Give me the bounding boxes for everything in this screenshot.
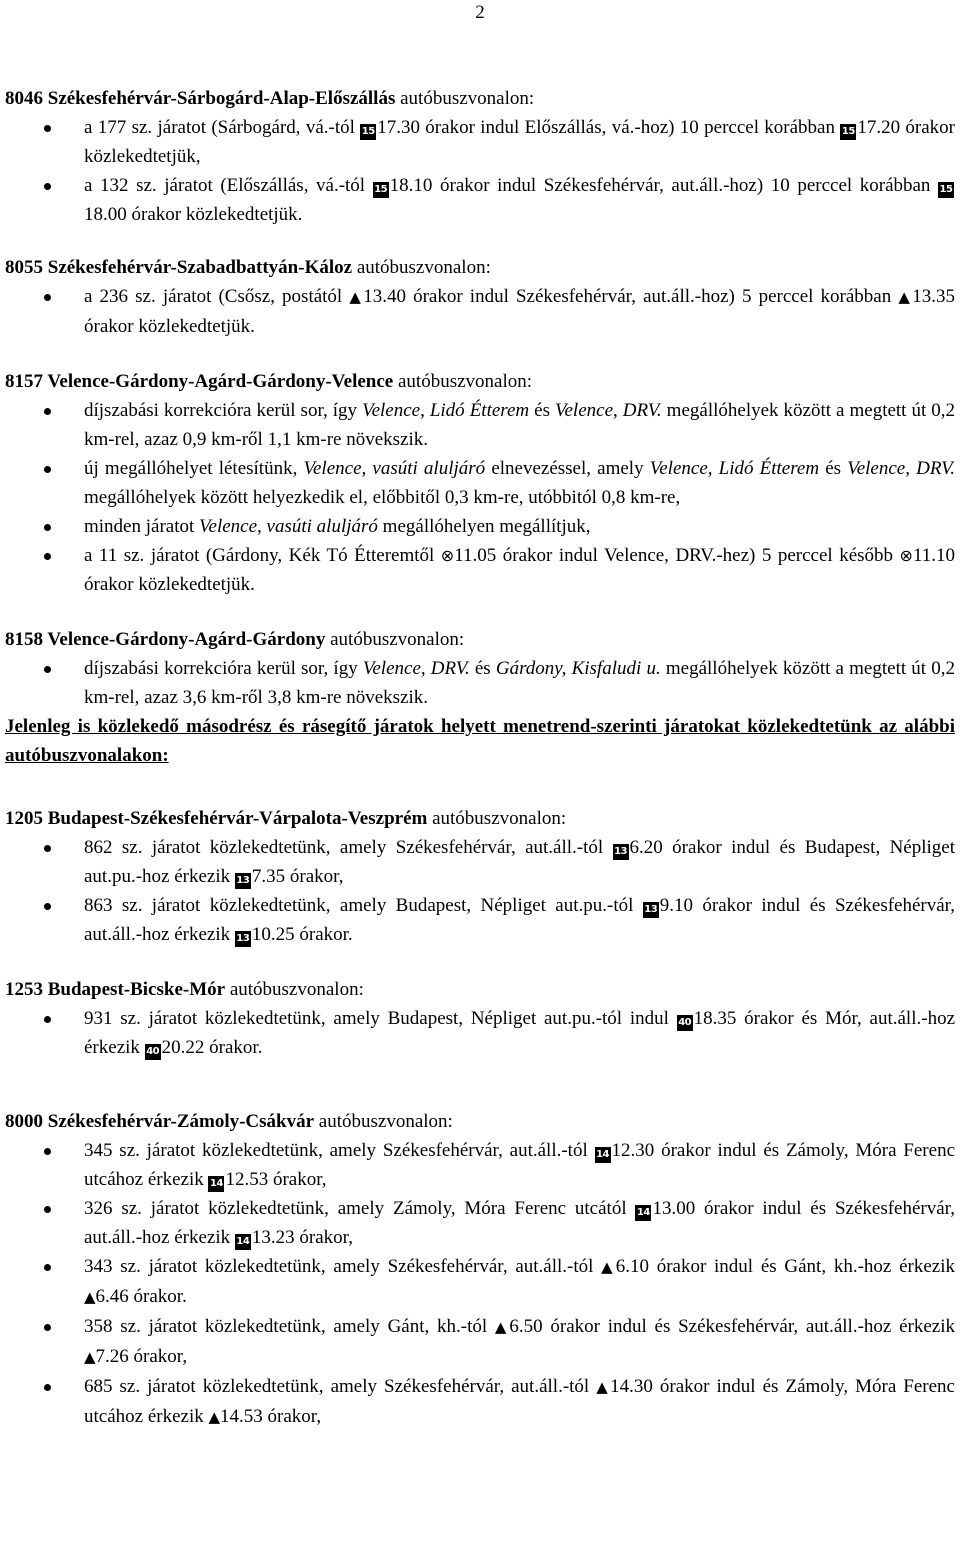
item-text: díjszabási korrekcióra kerül sor, így <box>84 400 363 421</box>
item-text: 11.05 órakor indul Velence, DRV.-hez) 5 perccel később <box>454 545 900 566</box>
stop-name: Velence, Lidó Étterem <box>649 458 820 479</box>
list-item <box>5 891 955 949</box>
item-text: 18.35 órakor és Mór, aut.áll.-hoz érkezik <box>84 1008 955 1058</box>
list-item <box>5 396 955 454</box>
item-text: 14.30 órakor indul és Zámoly, Móra Ferenc utcához érkezik <box>84 1376 955 1427</box>
item-text: 6.50 órakor indul és Székesfehérvár, aut.áll.-hoz érkezik <box>509 1316 955 1337</box>
item-text: megállóhelyen megállítjuk, <box>377 516 591 537</box>
item-text: 6.46 órakor. <box>95 1286 187 1307</box>
section-8055 <box>5 253 955 341</box>
item-text: 358 sz. járatot közlekedtetünk, amely Gánt, kh.-tól <box>84 1316 495 1337</box>
line-code-name: 8046 Székesfehérvár-Sárbogárd-Alap-Előszállás <box>5 88 396 109</box>
stop-name: Gárdony, Kisfaludi u. <box>495 658 661 679</box>
section-8046 <box>5 84 955 229</box>
bullet-list <box>5 282 955 341</box>
item-text: 20.22 órakor. <box>161 1037 263 1058</box>
heading-suffix: autóbuszvonalon: <box>225 979 364 1000</box>
list-item <box>5 1312 955 1372</box>
item-text: 343 sz. járatot közlekedtetünk, amely Székesfehérvár, aut.áll.-tól <box>84 1256 602 1277</box>
item-text: a 177 sz. járatot (Sárbogárd, vá.-tól <box>84 117 361 138</box>
item-text: 931 sz. járatot közlekedtetünk, amely Budapest, Népliget aut.pu.-tól indul <box>84 1008 677 1029</box>
item-text: és <box>529 400 555 421</box>
triangle-icon: ▲ <box>84 1348 96 1366</box>
item-text: 863 sz. járatot közlekedtetünk, amely Budapest, Népliget aut.pu.-tól <box>84 895 643 916</box>
intro-paragraph: Jelenleg is közlekedő másodrész és rásegítő járatok helyett menetrend-szerinti járatokat közlekedtetünk az alábbi autóbuszvonalakon: <box>5 716 955 766</box>
section-8157 <box>5 367 955 599</box>
day-code-symbol: 13 <box>235 931 251 947</box>
item-text: a 132 sz. járatot (Előszállás, vá.-tól <box>84 175 373 196</box>
item-text: megállóhelyek között a megtett út 0,2 km-rel, azaz 0,9 km-ről 1,1 km-re növekszik. <box>84 400 956 450</box>
list-item <box>5 541 955 599</box>
list-item <box>5 1004 955 1062</box>
day-code-symbol: 13 <box>643 902 659 918</box>
section-heading <box>5 1107 955 1136</box>
heading-suffix: autóbuszvonalon: <box>325 629 465 650</box>
day-code-symbol: 14 <box>208 1176 224 1192</box>
line-code-name: 1253 Budapest-Bicske-Mór <box>5 979 226 1000</box>
triangle-icon: ▲ <box>601 1258 616 1276</box>
day-code-symbol: 14 <box>635 1205 651 1221</box>
section-heading <box>5 253 955 282</box>
list-item <box>5 171 955 229</box>
triangle-icon: ▲ <box>898 288 913 306</box>
item-text: 6.20 órakor indul és Budapest, Népliget aut.pu.-hoz érkezik <box>84 837 955 887</box>
item-text: 326 sz. járatot közlekedtetünk, amely Zámoly, Móra Ferenc utcától <box>84 1198 636 1219</box>
item-text: 17.30 órakor indul Előszállás, vá.-hoz) 10 perccel korábban <box>377 117 841 138</box>
day-code-symbol: 13 <box>613 844 629 860</box>
item-text: 13.35 órakor közlekedtetjük. <box>84 286 955 337</box>
item-text: új megállóhelyet létesítünk, <box>84 458 304 479</box>
list-item <box>5 1194 955 1252</box>
line-code-name: 8055 Székesfehérvár-Szabadbattyán-Káloz <box>5 257 353 278</box>
item-text: 685 sz. járatot közlekedtetünk, amely Székesfehérvár, aut.áll.-tól <box>84 1376 597 1397</box>
day-code-symbol: 40 <box>145 1044 161 1060</box>
section-heading <box>5 975 955 1004</box>
section-8000 <box>5 1107 955 1432</box>
heading-suffix: autóbuszvonalon: <box>427 808 567 829</box>
day-code-symbol: 13 <box>235 873 251 889</box>
section-1205 <box>5 804 955 949</box>
list-item <box>5 833 955 891</box>
section-heading <box>5 625 955 654</box>
item-text: 18.00 órakor közlekedtetjük. <box>84 204 303 225</box>
day-code-symbol: 15 <box>360 124 376 140</box>
item-text: 17.20 órakor közlekedtetjük, <box>84 117 955 167</box>
list-item <box>5 282 955 341</box>
item-text: 7.35 órakor, <box>251 866 344 887</box>
line-code-name: 1205 Budapest-Székesfehérvár-Várpalota-Veszprém <box>5 808 428 829</box>
list-item <box>5 654 955 712</box>
bullet-list <box>5 1004 955 1062</box>
triangle-icon: ▲ <box>494 1318 510 1336</box>
item-text: 9.10 órakor indul és Székesfehérvár, aut.áll.-hoz érkezik <box>84 895 955 945</box>
item-text: 13.00 órakor indul és Székesfehérvár, aut.áll.-hoz érkezik <box>84 1198 955 1248</box>
item-text: 12.30 órakor indul és Zámoly, Móra Ferenc utcához érkezik <box>84 1140 956 1190</box>
item-text: megállóhelyek között helyezkedik el, előbbitől 0,3 km-re, utóbbitól 0,8 km-re, <box>84 487 681 508</box>
item-text: 13.23 órakor, <box>251 1227 353 1248</box>
day-code-symbol: 15 <box>373 182 389 198</box>
heading-suffix: autóbuszvonalon: <box>352 257 491 278</box>
line-code-name: 8157 Velence-Gárdony-Agárd-Gárdony-Velence <box>5 371 394 392</box>
heading-suffix: autóbuszvonalon: <box>395 88 535 109</box>
stop-name: Velence, DRV. <box>362 658 470 679</box>
section-8158 <box>5 625 955 712</box>
line-code-name: 8000 Székesfehérvár-Zámoly-Csákvár <box>5 1111 315 1132</box>
list-item <box>5 1372 955 1432</box>
list-item <box>5 512 955 541</box>
item-text: 18.10 órakor indul Székesfehérvár, aut.áll.-hoz) 10 perccel korábban <box>389 175 939 196</box>
item-text: és <box>469 658 496 679</box>
item-text: 13.40 órakor indul Székesfehérvár, aut.áll.-hoz) 5 perccel korábban <box>363 286 899 307</box>
item-text: 7.26 órakor, <box>95 1346 188 1367</box>
stop-name: Velence, DRV. <box>555 400 662 421</box>
document-body <box>5 84 955 1432</box>
list-item <box>5 454 955 512</box>
stop-name: Velence, vasúti aluljáró <box>303 458 486 479</box>
triangle-icon: ▲ <box>208 1408 221 1426</box>
bullet-list <box>5 654 955 712</box>
item-text: a 11 sz. járatot (Gárdony, Kék Tó Étteremtől <box>84 545 441 566</box>
bullet-list <box>5 1136 955 1432</box>
day-code-symbol: 14 <box>595 1147 611 1163</box>
day-code-symbol: 15 <box>938 182 954 198</box>
item-text: minden járatot <box>84 516 200 537</box>
item-text: megállóhelyek között a megtett út 0,2 km-rel, azaz 3,6 km-ről 3,8 km-re növekszik. <box>84 658 956 708</box>
item-text: 345 sz. járatot közlekedtetünk, amely Székesfehérvár, aut.áll.-tól <box>84 1140 595 1161</box>
triangle-icon: ▲ <box>596 1378 611 1396</box>
item-text: 11.10 órakor közlekedtetjük. <box>84 545 955 595</box>
bullet-list <box>5 113 955 229</box>
item-text: 14.53 órakor, <box>220 1406 322 1427</box>
stop-name: Velence, Lidó Étterem <box>362 400 530 421</box>
list-item <box>5 113 955 171</box>
item-text: és <box>819 458 848 479</box>
circled-x-icon: ⊗ <box>899 546 913 565</box>
section-heading <box>5 84 955 113</box>
line-code-name: 8158 Velence-Gárdony-Agárd-Gárdony <box>5 629 326 650</box>
section-heading <box>5 804 955 833</box>
page-number: 2 <box>475 2 485 23</box>
item-text: 862 sz. járatot közlekedtetünk, amely Székesfehérvár, aut.áll.-tól <box>84 837 613 858</box>
heading-suffix: autóbuszvonalon: <box>393 371 533 392</box>
list-item <box>5 1136 955 1194</box>
circled-x-icon: ⊗ <box>440 546 455 565</box>
item-text: elnevezéssel, amely <box>485 458 650 479</box>
bullet-list <box>5 396 955 599</box>
stop-name: Velence, vasúti aluljáró <box>199 516 378 537</box>
triangle-icon: ▲ <box>84 1288 96 1306</box>
item-text: díjszabási korrekcióra kerül sor, így <box>84 658 363 679</box>
list-item <box>5 1252 955 1312</box>
stop-name: Velence, DRV. <box>847 458 956 479</box>
day-code-symbol: 40 <box>677 1015 693 1031</box>
item-text: 12.53 órakor, <box>225 1169 327 1190</box>
heading-suffix: autóbuszvonalon: <box>314 1111 453 1132</box>
section-heading <box>5 367 955 396</box>
triangle-icon: ▲ <box>349 288 364 306</box>
section-1253 <box>5 975 955 1062</box>
item-text: 6.10 órakor indul és Gánt, kh.-hoz érkezik <box>615 1256 955 1277</box>
item-text: a 236 sz. járatot (Csősz, postától <box>84 286 350 307</box>
day-code-symbol: 14 <box>235 1234 251 1250</box>
day-code-symbol: 15 <box>840 124 856 140</box>
item-text: 10.25 órakor. <box>251 924 353 945</box>
bullet-list <box>5 833 955 949</box>
